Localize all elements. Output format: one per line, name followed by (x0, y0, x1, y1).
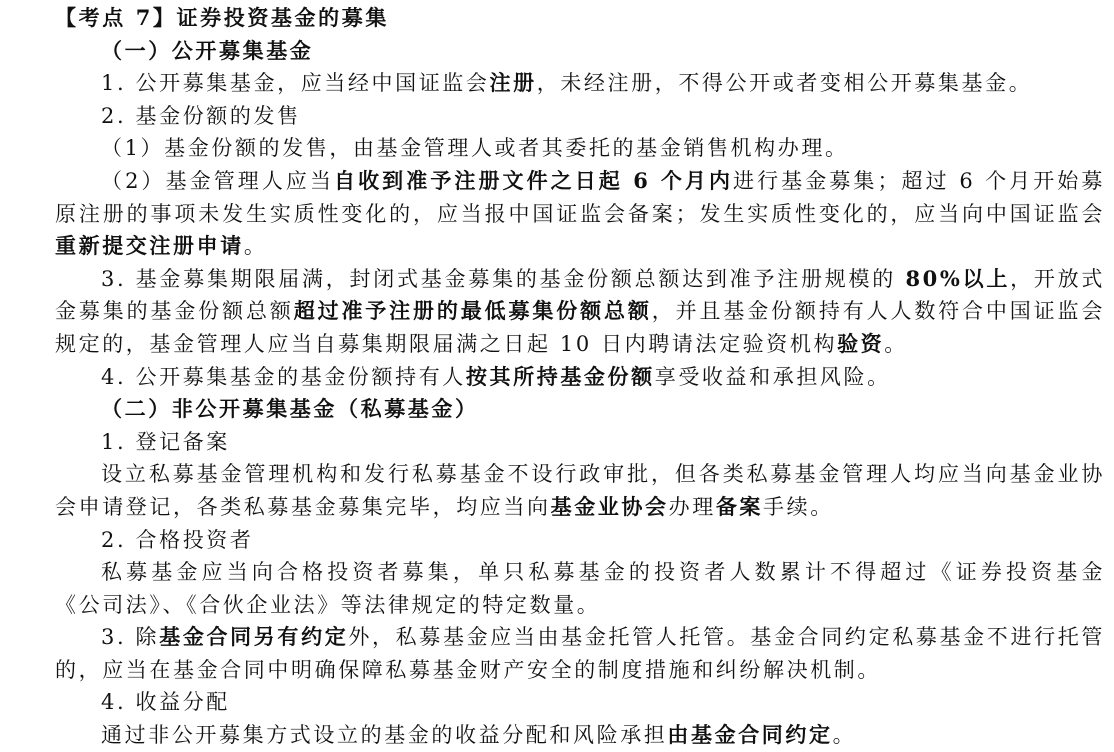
text: 2. 合格投资者 (101, 527, 254, 552)
text-line (55, 67, 1105, 100)
text: 通过非公开募集方式设立的基金的收益分配和风险承担 (101, 723, 668, 748)
text: （2）基金管理人应当 (101, 168, 335, 193)
text-line (55, 263, 1105, 296)
text-line (55, 361, 1105, 394)
text-line (55, 556, 1105, 589)
text-line (55, 491, 1105, 524)
text-line (55, 686, 1105, 719)
text: 规定的，基金管理人应当自募集期限届满之日起 10 日内聘请法定验资机构 (55, 331, 838, 356)
document-body (55, 2, 1105, 752)
text: ，未经注册，不得公开或者变相公开募集基金。 (536, 71, 1033, 96)
text: 1. 公开募集基金，应当经中国证监会 (101, 71, 490, 96)
text-line (55, 132, 1105, 165)
text: 进行基金募集；超过 6 个月开始募 (733, 168, 1105, 193)
bold-text: （一）公开募集基金 (101, 37, 314, 63)
section-heading (55, 2, 1105, 35)
text-line (55, 426, 1105, 459)
bold-text: 自收到准予注册文件之日起 6 个月内 (334, 167, 734, 193)
text: 会申请登记，各类私募基金募集完毕，均应当向 (55, 494, 551, 519)
section-heading (55, 393, 1105, 426)
bold-text: 按其所持基金份额 (465, 363, 655, 389)
text: 。 (243, 234, 268, 259)
text: 4. 公开募集基金的基金份额持有人 (101, 364, 466, 389)
text: ，开放式 (1010, 266, 1105, 291)
text: 2. 基金份额的发售 (101, 103, 301, 128)
text-line (55, 589, 1105, 622)
bold-text: （二）非公开募集基金（私募基金） (101, 396, 479, 422)
bold-text: 重新提交注册申请 (55, 233, 244, 259)
text-line (55, 621, 1105, 654)
text-line (55, 230, 1105, 263)
text: 金募集的基金份额总额 (55, 299, 294, 324)
text: 1. 登记备案 (101, 429, 230, 454)
bold-text: 基金合同另有约定 (159, 624, 349, 650)
bold-text: 【考点 7】证券投资基金的募集 (55, 5, 389, 30)
text: 享受收益和承担风险。 (654, 364, 891, 389)
text-line (55, 198, 1105, 231)
bold-text: 验资 (837, 330, 885, 356)
text: 设立私募基金管理机构和发行私募基金不设行政审批，但各类私募基金管理人均应当向基金业协 (101, 462, 1105, 487)
text: 外，私募基金应当由基金托管人托管。基金合同约定私募基金不进行托管 (348, 625, 1105, 650)
bold-text: 由基金合同约定 (667, 722, 833, 748)
text: 办理 (668, 494, 716, 519)
text: 。 (884, 331, 908, 356)
text-line (55, 328, 1105, 361)
text-line (55, 524, 1105, 557)
bold-text: 超过准予注册的最低募集份额总额 (293, 298, 652, 324)
text: 4. 收益分配 (101, 690, 230, 715)
text: 手续。 (763, 494, 834, 519)
text-line (55, 458, 1105, 491)
text-line (55, 295, 1105, 328)
text-line (55, 719, 1105, 752)
bold-text: 80%以上 (905, 265, 1011, 291)
text: 。 (832, 723, 857, 748)
text-line (55, 165, 1105, 198)
section-heading (55, 35, 1105, 68)
text: 《公司法》、《合伙企业法》等法律规定的特定数量。 (55, 592, 601, 617)
text: 3. 基金募集期限届满，封闭式基金募集的基金份额总额达到准予注册规模的 (101, 266, 906, 291)
text: 私募基金应当向合格投资者募集，单只私募基金的投资者人数累计不得超过《证券投资基金 (101, 560, 1105, 585)
text: ，并且基金份额持有人人数符合中国证监会 (651, 299, 1105, 324)
text: 3. 除 (101, 625, 160, 650)
text: （1）基金份额的发售，由基金管理人或者其委托的基金销售机构办理。 (101, 136, 849, 161)
bold-text: 注册 (489, 70, 537, 96)
text: 的，应当在基金合同中明确保障私募基金财产安全的制度措施和纠纷解决机制。 (55, 657, 881, 682)
text-line (55, 100, 1105, 133)
text: 原注册的事项未发生实质性变化的，应当报中国证监会备案；发生实质性变化的，应当向中国证监会 (55, 201, 1105, 226)
text-line (55, 654, 1105, 687)
bold-text: 基金业协会 (550, 493, 669, 519)
bold-text: 备案 (715, 493, 764, 519)
